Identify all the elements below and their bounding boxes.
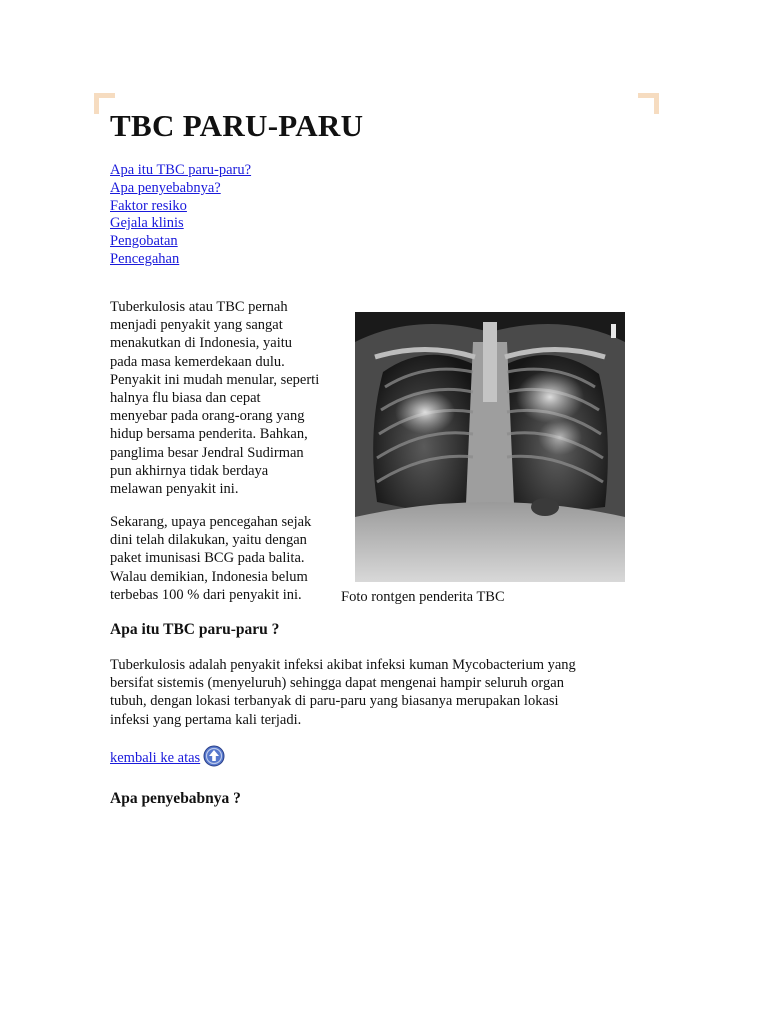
page-corner-mark-right	[638, 93, 659, 114]
figure-caption: Foto rontgen penderita TBC	[341, 589, 505, 605]
text-line: dini telah dilakukan, yaitu dengan	[110, 532, 307, 549]
text-line: menakutkan di Indonesia, yaitu	[110, 335, 293, 352]
toc-link-gejala-klinis[interactable]: Gejala klinis	[110, 215, 184, 232]
toc-item	[110, 233, 251, 251]
text-line: pada masa kemerdekaan dulu.	[110, 353, 285, 370]
toc-item	[110, 162, 251, 180]
toc-link-pencegahan[interactable]: Pencegahan	[110, 250, 180, 267]
text-line: hidup bersama penderita. Bahkan,	[110, 426, 308, 443]
text-line: halnya flu biasa dan cepat	[110, 390, 261, 407]
text-line: bersifat sistemis (menyeluruh) sehingga dapat mengenai hampir seluruh organ	[110, 675, 564, 692]
toc-item	[110, 198, 251, 216]
xray-image	[355, 312, 625, 582]
text-line: panglima besar Jendral Sudirman	[110, 444, 304, 461]
section-heading-apa-itu: Apa itu TBC paru-paru ?	[110, 621, 280, 638]
text-line: Penyakit ini mudah menular, seperti	[110, 371, 320, 388]
back-to-top-link[interactable]: kembali ke atas	[110, 750, 201, 766]
text-line: Walau demikian, Indonesia belum	[110, 568, 308, 585]
text-line: paket imunisasi BCG pada balita.	[110, 550, 305, 567]
text-line: Tuberkulosis atau TBC pernah	[110, 299, 288, 315]
text-line: pun akhirnya tidak berdaya	[110, 462, 269, 479]
page-title: TBC PARU-PARU	[110, 108, 364, 143]
toc-item	[110, 251, 251, 269]
text-line: menjadi penyakit yang sangat	[110, 317, 283, 334]
toc-link-pengobatan[interactable]: Pengobatan	[110, 233, 178, 250]
arrow-up-circle-icon[interactable]	[203, 745, 225, 767]
text-line: terbebas 100 % dari penyakit ini.	[110, 586, 302, 603]
intro-paragraph-2	[110, 513, 342, 604]
toc-link-faktor-resiko[interactable]: Faktor resiko	[110, 197, 187, 214]
text-line: menyebar pada orang-orang yang	[110, 408, 305, 425]
table-of-contents	[110, 162, 251, 269]
section-heading-penyebab: Apa penyebabnya ?	[110, 790, 241, 807]
intro-paragraph-1	[110, 298, 342, 498]
text-line: Sekarang, upaya pencegahan sejak	[110, 514, 312, 530]
section-paragraph-apa-itu	[110, 656, 610, 729]
text-line: infeksi yang pertama kali terjadi.	[110, 711, 302, 728]
toc-link-penyebab[interactable]: Apa penyebabnya?	[110, 179, 221, 196]
toc-item	[110, 180, 251, 198]
toc-link-apa-itu[interactable]: Apa itu TBC paru-paru?	[110, 162, 252, 178]
xray-illustration	[355, 312, 625, 582]
toc-item	[110, 215, 251, 233]
text-line: tubuh, dengan lokasi terbanyak di paru-paru yang biasanya merupakan lokasi	[110, 693, 559, 710]
text-line: melawan penyakit ini.	[110, 481, 239, 498]
back-to-top	[110, 745, 225, 767]
text-line: Tuberkulosis adalah penyakit infeksi akibat infeksi kuman Mycobacterium yang	[110, 657, 576, 673]
